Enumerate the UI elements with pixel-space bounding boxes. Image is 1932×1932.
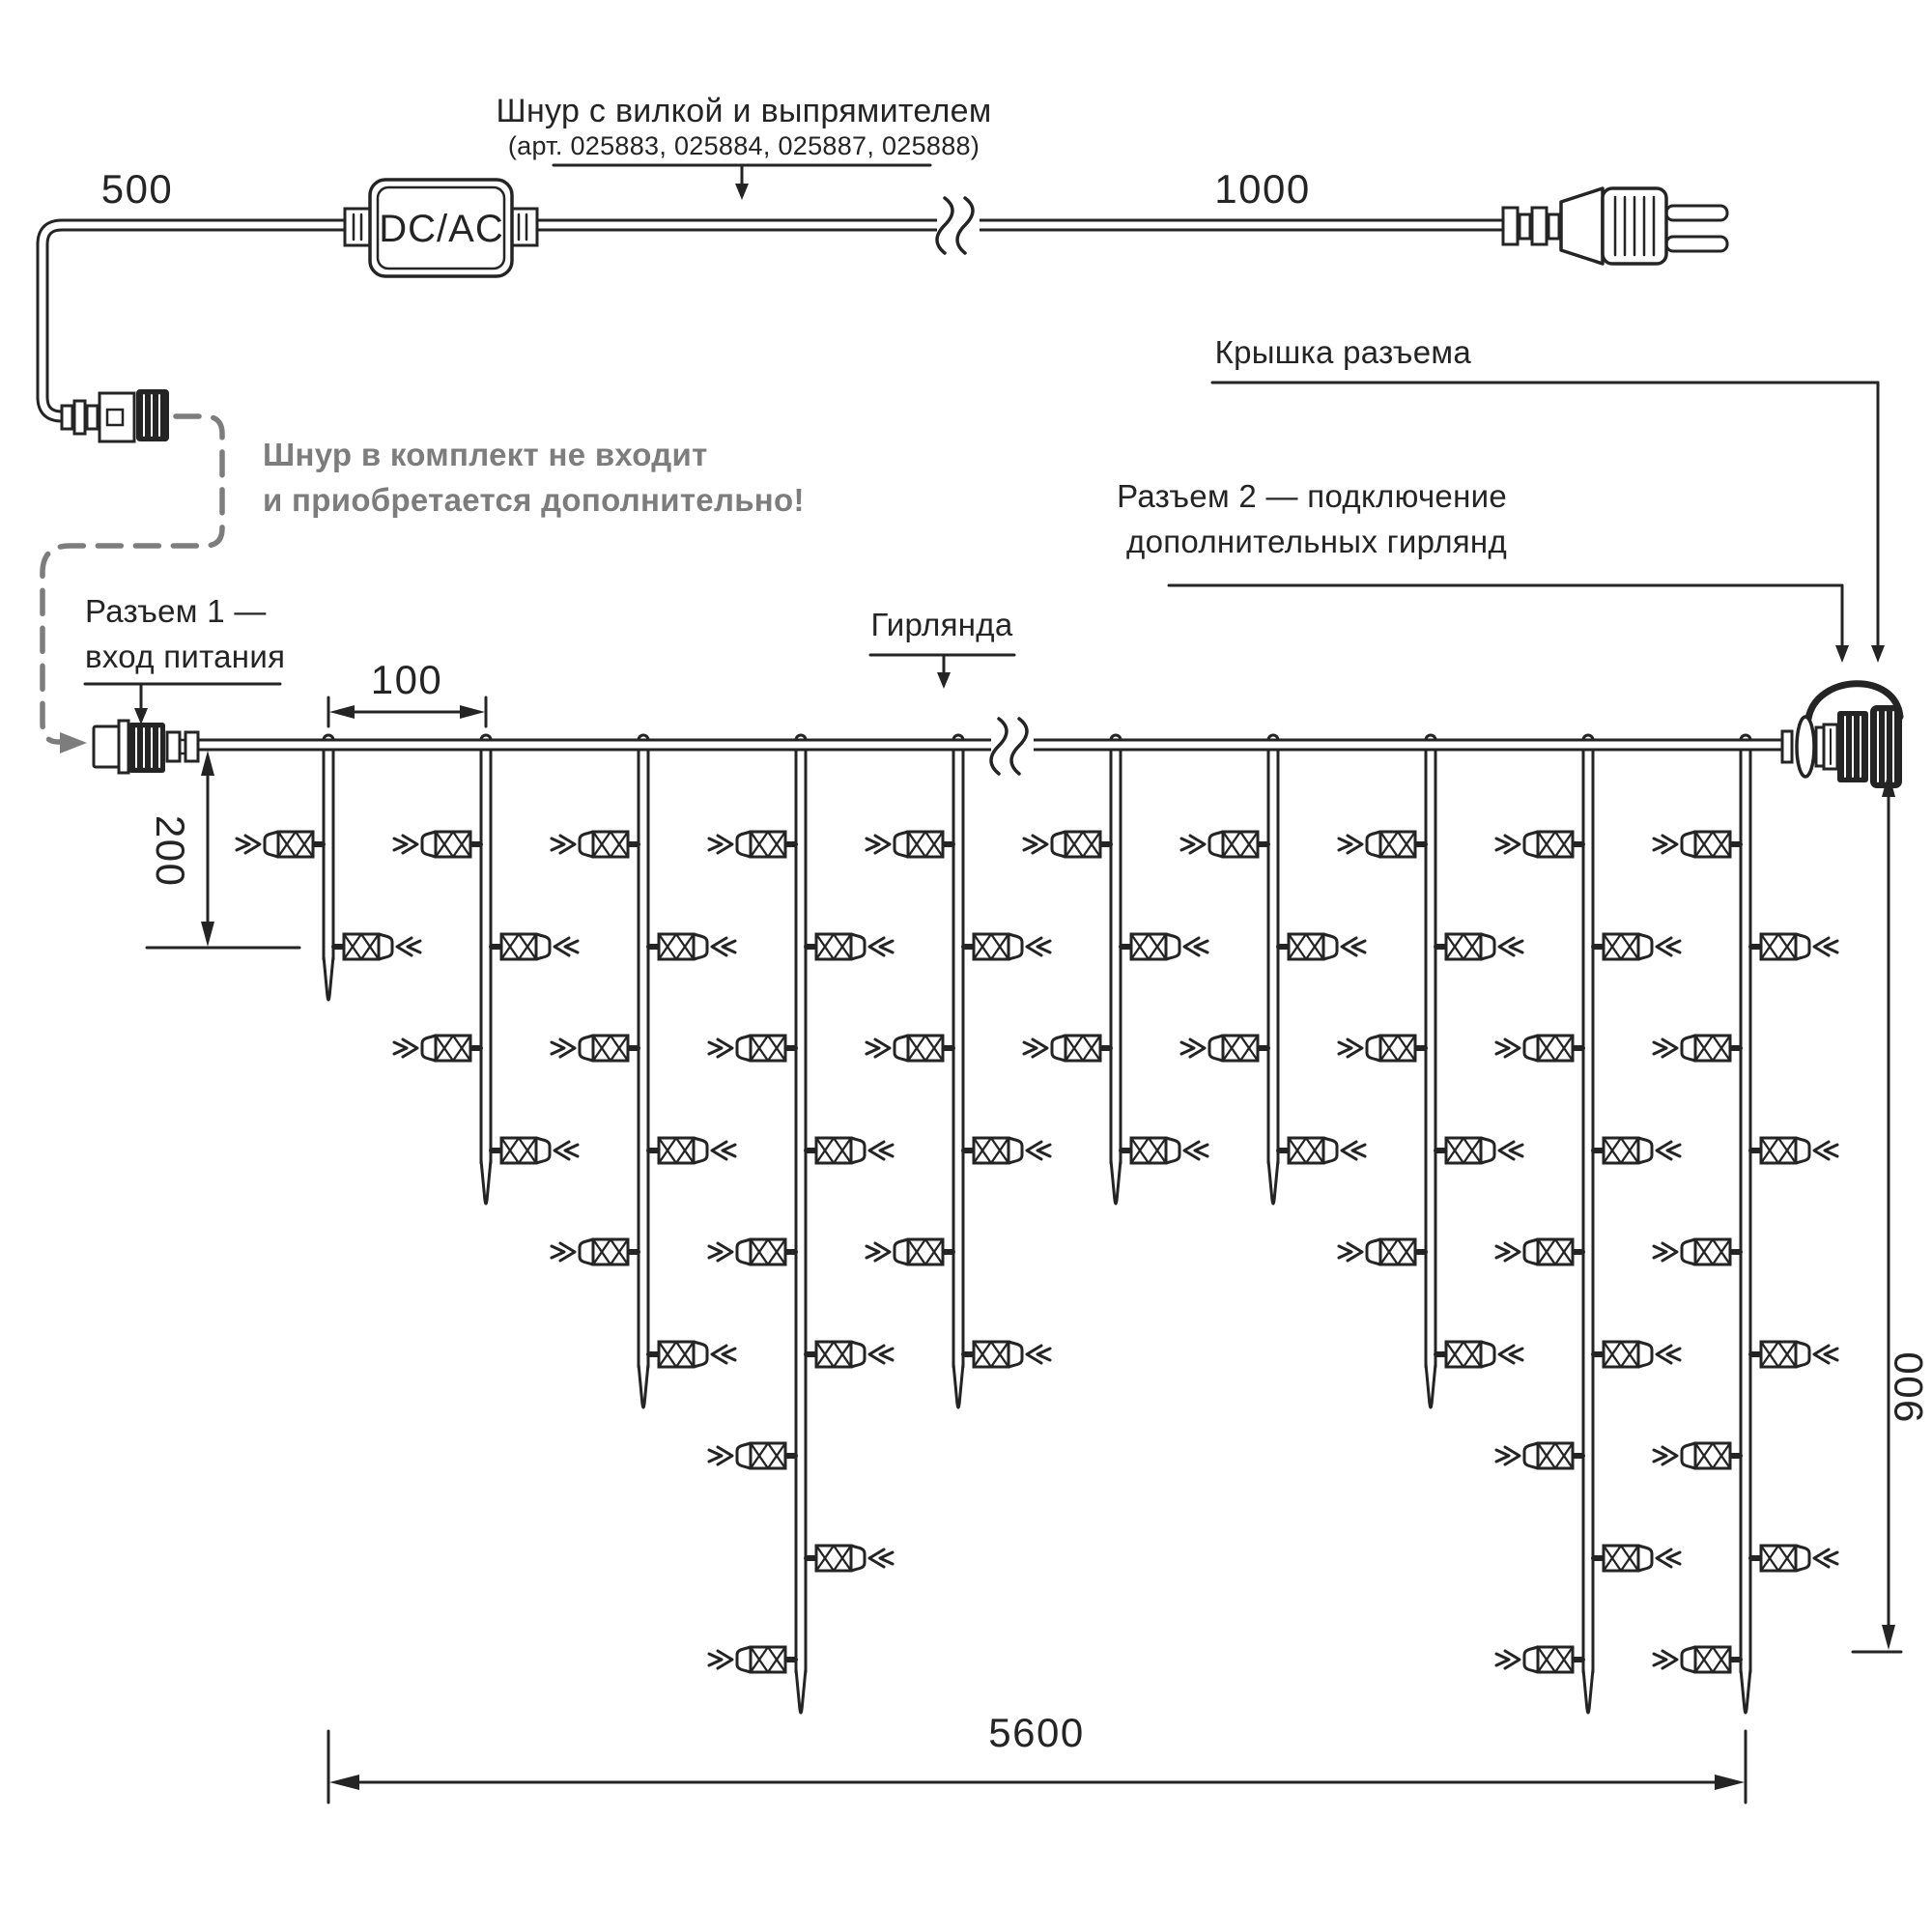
garland-end-connector (1782, 684, 1902, 788)
garland-drop-6 (1111, 740, 1121, 1204)
note-dashed-path (43, 416, 222, 753)
cord-break (937, 195, 980, 255)
dim-900-label: 900 (1885, 1350, 1931, 1423)
garland-drop-7 (1268, 740, 1278, 1204)
dim-200-label: 200 (148, 814, 194, 888)
garland-drop-2 (481, 740, 491, 1204)
dimension-900 (1853, 772, 1901, 1652)
garland-drop-1 (324, 740, 333, 1000)
cord-subtitle: (арт. 025883, 025884, 025887, 025888) (507, 131, 980, 160)
note-line2: и приобретается дополнительно! (263, 482, 805, 518)
connector1-label-line2: вход питания (85, 639, 286, 674)
garland-drop-3 (639, 740, 648, 1407)
connector1-leader (85, 684, 280, 724)
dim-5600-label: 5600 (988, 1710, 1085, 1755)
cap-label: Крышка разъема (1214, 334, 1471, 370)
dim-1000-label: 1000 (1214, 166, 1311, 212)
garland-label-leader (870, 655, 1014, 689)
title-leader (554, 165, 930, 200)
garland-wire-break (991, 716, 1034, 776)
power-plug (1503, 188, 1727, 264)
cap-label-leader (1212, 383, 1885, 663)
dc-ac-converter-label: DC/AC (379, 208, 504, 250)
cord-connector (62, 389, 169, 441)
garland-input-connector (94, 721, 198, 773)
garland-drop-9 (1583, 740, 1593, 1713)
power-cord (43, 225, 1507, 416)
note-line1: Шнур в комплект не входит (263, 437, 708, 472)
garland-label: Гирлянда (870, 607, 1013, 642)
connector2-label-line2: дополнительных гирлянд (1126, 524, 1507, 559)
garland-drop-10 (1741, 740, 1750, 1713)
cord-title: Шнур с вилкой и выпрямителем (496, 93, 992, 129)
dim-500-label: 500 (100, 166, 174, 212)
garland-drop-8 (1426, 740, 1435, 1407)
connector1-label-line1: Разъем 1 — (85, 593, 267, 629)
dim-100-label: 100 (370, 657, 443, 702)
garland-drop-5 (953, 740, 963, 1407)
garland-drop-4 (796, 740, 806, 1713)
connector2-label-line1: Разъем 2 — подключение (1117, 478, 1507, 514)
connector2-leader (1169, 585, 1849, 663)
